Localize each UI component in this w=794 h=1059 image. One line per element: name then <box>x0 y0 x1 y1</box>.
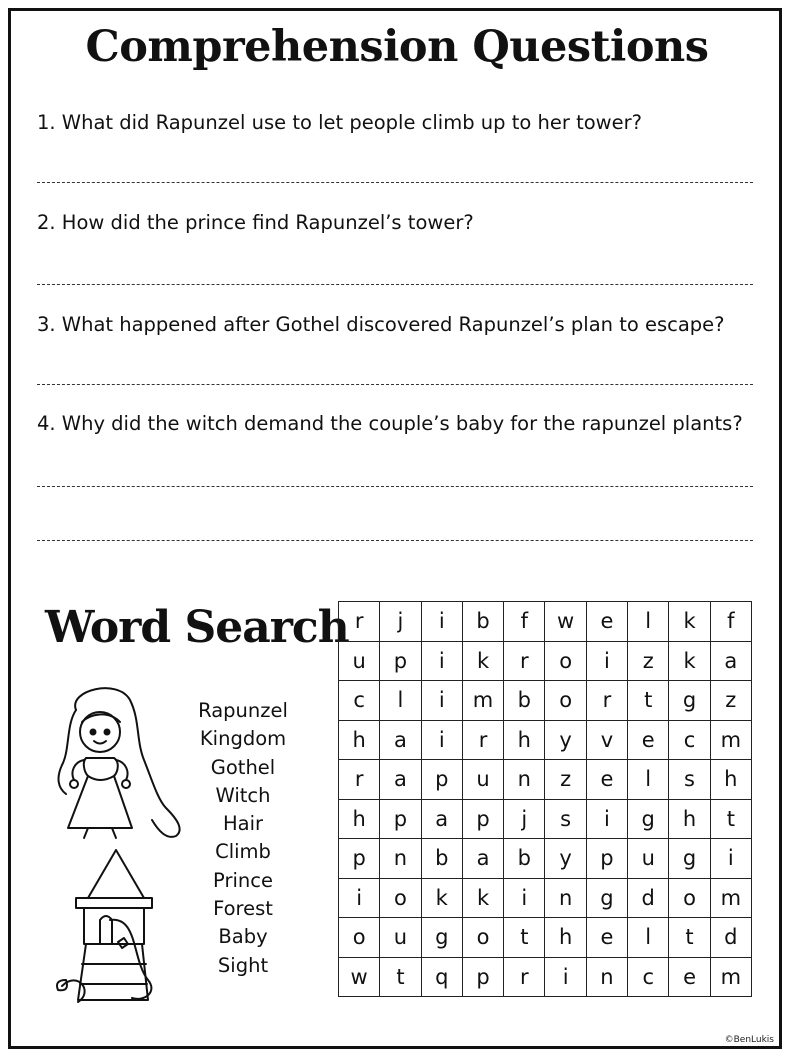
grid-cell[interactable]: o <box>545 641 586 681</box>
answer-line-2[interactable] <box>37 284 753 285</box>
answer-line-1[interactable] <box>37 182 753 183</box>
grid-cell[interactable]: i <box>545 957 586 997</box>
grid-cell[interactable]: n <box>504 760 545 800</box>
answer-line-3[interactable] <box>37 384 753 385</box>
question-4: 4. Why did the witch demand the couple’s baby for the rapunzel plants? <box>37 412 743 435</box>
grid-cell[interactable]: i <box>421 720 462 760</box>
question-2: 2. How did the prince find Rapunzel’s tower? <box>37 211 474 234</box>
word-list-item: Kingdom <box>199 727 287 751</box>
grid-cell[interactable]: v <box>586 720 627 760</box>
grid-cell[interactable]: k <box>669 602 710 642</box>
grid-cell[interactable]: e <box>628 720 669 760</box>
grid-row <box>339 720 752 760</box>
grid-cell[interactable]: l <box>628 760 669 800</box>
grid-cell[interactable]: a <box>710 641 751 681</box>
copyright-text: ©BenLukis <box>724 1035 774 1045</box>
grid-cell[interactable]: r <box>504 957 545 997</box>
grid-cell[interactable]: k <box>669 641 710 681</box>
grid-cell[interactable]: p <box>462 799 503 839</box>
word-list-item: Hair <box>222 812 264 836</box>
grid-cell[interactable]: b <box>421 839 462 879</box>
grid-row <box>339 760 752 800</box>
grid-cell[interactable]: g <box>421 918 462 958</box>
grid-cell[interactable]: g <box>669 681 710 721</box>
grid-cell[interactable]: e <box>586 602 627 642</box>
answer-line-4b[interactable] <box>37 540 753 541</box>
grid-cell[interactable]: s <box>669 760 710 800</box>
question-1: 1. What did Rapunzel use to let people climb up to her tower? <box>37 111 642 134</box>
grid-cell[interactable]: d <box>628 878 669 918</box>
word-search-title: Word Search <box>45 602 349 653</box>
grid-row <box>339 918 752 958</box>
grid-cell[interactable]: o <box>462 918 503 958</box>
word-list <box>193 697 293 980</box>
grid-cell[interactable]: r <box>339 760 380 800</box>
word-list-item: Sight <box>217 953 269 977</box>
dress-shape <box>68 758 132 828</box>
word-list-item: Gothel <box>210 755 276 779</box>
page-title: Comprehension Questions <box>85 22 709 72</box>
word-list-item: Climb <box>215 840 271 864</box>
word-list-item: Baby <box>218 925 268 949</box>
grid-cell[interactable]: z <box>545 760 586 800</box>
grid-cell[interactable]: h <box>545 918 586 958</box>
grid-row <box>339 839 752 879</box>
grid-cell[interactable]: w <box>545 602 586 642</box>
grid-cell[interactable]: a <box>462 839 503 879</box>
grid-cell[interactable]: z <box>710 681 751 721</box>
grid-row <box>339 681 752 721</box>
grid-cell[interactable]: a <box>380 720 421 760</box>
grid-cell[interactable]: o <box>545 681 586 721</box>
word-search-grid <box>338 601 752 997</box>
grid-cell[interactable]: l <box>628 918 669 958</box>
grid-cell[interactable]: k <box>421 878 462 918</box>
grid-cell[interactable]: i <box>421 641 462 681</box>
grid-cell[interactable]: t <box>669 918 710 958</box>
grid-cell[interactable]: t <box>628 681 669 721</box>
grid-cell[interactable]: k <box>462 641 503 681</box>
grid-cell[interactable]: g <box>586 878 627 918</box>
grid-cell[interactable]: z <box>628 641 669 681</box>
grid-cell[interactable]: h <box>504 720 545 760</box>
grid-cell[interactable]: o <box>380 878 421 918</box>
grid-cell[interactable]: q <box>421 957 462 997</box>
grid-cell[interactable]: e <box>586 918 627 958</box>
tower-roof <box>88 850 144 898</box>
grid-cell[interactable]: w <box>339 957 380 997</box>
grid-cell[interactable]: h <box>339 720 380 760</box>
grid-cell[interactable]: t <box>380 957 421 997</box>
grid-cell[interactable]: m <box>710 878 751 918</box>
grid-cell[interactable]: i <box>586 799 627 839</box>
grid-cell[interactable]: r <box>586 681 627 721</box>
braid-shape <box>110 920 151 999</box>
grid-cell[interactable]: j <box>380 602 421 642</box>
grid-cell[interactable]: c <box>339 681 380 721</box>
grid-cell[interactable]: p <box>421 760 462 800</box>
grid-row <box>339 878 752 918</box>
grid-cell[interactable]: c <box>669 720 710 760</box>
grid-row <box>339 799 752 839</box>
grid-cell[interactable]: n <box>380 839 421 879</box>
grid-cell[interactable]: h <box>339 799 380 839</box>
grid-cell[interactable]: e <box>586 760 627 800</box>
grid-cell[interactable]: f <box>504 602 545 642</box>
grid-cell[interactable]: h <box>669 799 710 839</box>
grid-cell[interactable]: t <box>504 918 545 958</box>
grid-cell[interactable]: b <box>462 602 503 642</box>
grid-cell[interactable]: k <box>462 878 503 918</box>
grid-cell[interactable]: u <box>628 839 669 879</box>
word-list-item: Witch <box>215 783 271 807</box>
grid-cell[interactable]: n <box>545 878 586 918</box>
grid-cell[interactable]: e <box>669 957 710 997</box>
question-3: 3. What happened after Gothel discovered Rapunzel’s plan to escape? <box>37 313 725 336</box>
grid-cell[interactable]: p <box>339 839 380 879</box>
grid-cell[interactable]: o <box>669 878 710 918</box>
grid-cell[interactable]: u <box>462 760 503 800</box>
grid-cell[interactable]: n <box>586 957 627 997</box>
grid-cell[interactable]: f <box>710 602 751 642</box>
word-list-item: Forest <box>213 897 273 921</box>
grid-row <box>339 957 752 997</box>
grid-cell[interactable]: p <box>380 799 421 839</box>
grid-cell[interactable]: i <box>504 878 545 918</box>
grid-cell[interactable]: s <box>545 799 586 839</box>
grid-cell[interactable]: i <box>339 878 380 918</box>
grid-cell[interactable]: i <box>421 681 462 721</box>
word-list-item: Rapunzel <box>198 699 288 722</box>
rapunzel-tower-illustration <box>48 680 188 1010</box>
grid-cell[interactable]: r <box>339 602 380 642</box>
grid-cell[interactable]: g <box>669 839 710 879</box>
grid-cell[interactable]: i <box>710 839 751 879</box>
grid-row <box>339 641 752 681</box>
grid-cell[interactable]: j <box>504 799 545 839</box>
grid-cell[interactable]: y <box>545 839 586 879</box>
grid-cell[interactable]: g <box>628 799 669 839</box>
grid-cell[interactable]: i <box>421 602 462 642</box>
grid-row <box>339 602 752 642</box>
grid-cell[interactable]: l <box>380 681 421 721</box>
grid-cell[interactable]: b <box>504 839 545 879</box>
grid-cell[interactable]: m <box>710 957 751 997</box>
grid-cell[interactable]: p <box>462 957 503 997</box>
grid-cell[interactable]: m <box>710 720 751 760</box>
answer-line-4a[interactable] <box>37 486 753 487</box>
grid-cell[interactable]: a <box>380 760 421 800</box>
grid-cell[interactable]: o <box>339 918 380 958</box>
grid-cell[interactable]: l <box>628 602 669 642</box>
grid-cell[interactable]: h <box>710 760 751 800</box>
grid-cell[interactable]: u <box>380 918 421 958</box>
grid-cell[interactable]: u <box>339 641 380 681</box>
grid-cell[interactable]: y <box>545 720 586 760</box>
grid-cell[interactable]: r <box>504 641 545 681</box>
word-list-item: Prince <box>213 868 273 892</box>
grid-cell[interactable]: p <box>586 839 627 879</box>
grid-cell[interactable]: t <box>710 799 751 839</box>
grid-cell[interactable]: a <box>421 799 462 839</box>
grid-cell[interactable]: i <box>586 641 627 681</box>
grid-cell[interactable]: r <box>462 720 503 760</box>
grid-cell[interactable]: p <box>380 641 421 681</box>
grid-cell[interactable]: d <box>710 918 751 958</box>
grid-cell[interactable]: b <box>504 681 545 721</box>
grid-cell[interactable]: c <box>628 957 669 997</box>
grid-cell[interactable]: m <box>462 681 503 721</box>
